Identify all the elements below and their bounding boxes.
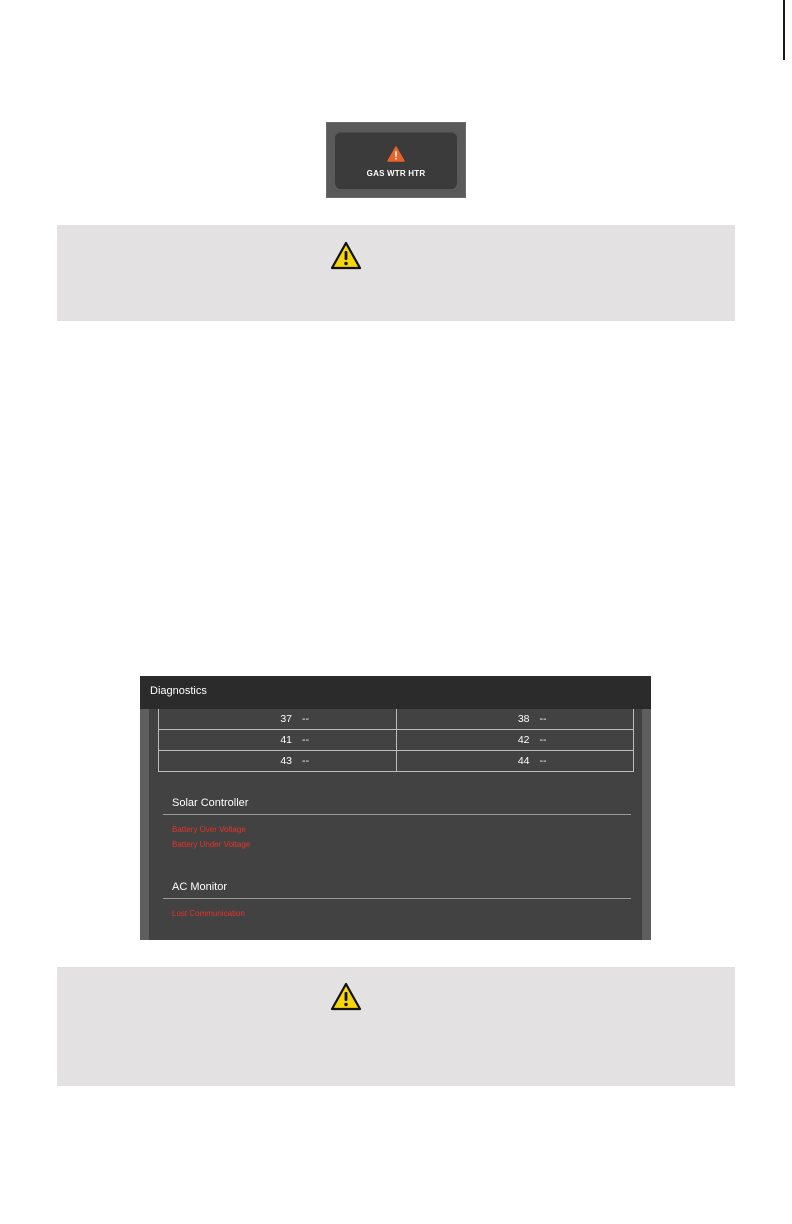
fault-item[interactable]: Lost Communication (172, 909, 245, 918)
right-scroll-track[interactable] (642, 709, 651, 940)
caution-icon (330, 241, 362, 271)
diagnostics-header (140, 676, 651, 709)
section-divider (163, 898, 631, 899)
section-title-solar-controller: Solar Controller (172, 797, 249, 809)
table-row (159, 709, 634, 730)
grid-cell: 38 -- (396, 709, 634, 730)
grid-cell: 42 -- (396, 730, 634, 751)
table-row (159, 730, 634, 751)
grid-cell: 37 -- (159, 709, 397, 730)
diagnostics-title: Diagnostics (150, 685, 207, 697)
table-row (159, 751, 634, 772)
page-edge-rule (783, 0, 785, 60)
diagnostics-grid (158, 709, 634, 772)
section-title-ac-monitor: AC Monitor (172, 881, 228, 893)
caution-panel (57, 967, 735, 1086)
warning-triangle-icon (387, 146, 405, 162)
grid-cell: 44 -- (396, 751, 634, 772)
section-divider (163, 814, 631, 815)
grid-cell: 43 -- (159, 751, 397, 772)
gas-water-heater-label: GAS WTR HTR (366, 169, 426, 178)
caution-icon (330, 982, 362, 1012)
diagnostics-screen (140, 676, 651, 940)
fault-item[interactable]: Battery Over Voltage (172, 825, 246, 834)
grid-cell: 41 -- (159, 730, 397, 751)
left-scroll-track (140, 709, 149, 940)
fault-item[interactable]: Battery Under Voltage (172, 840, 251, 849)
gas-water-heater-button[interactable] (335, 132, 457, 189)
gas-water-heater-screenshot (326, 122, 466, 198)
diagnostics-body (149, 709, 642, 940)
caution-panel (57, 225, 735, 321)
